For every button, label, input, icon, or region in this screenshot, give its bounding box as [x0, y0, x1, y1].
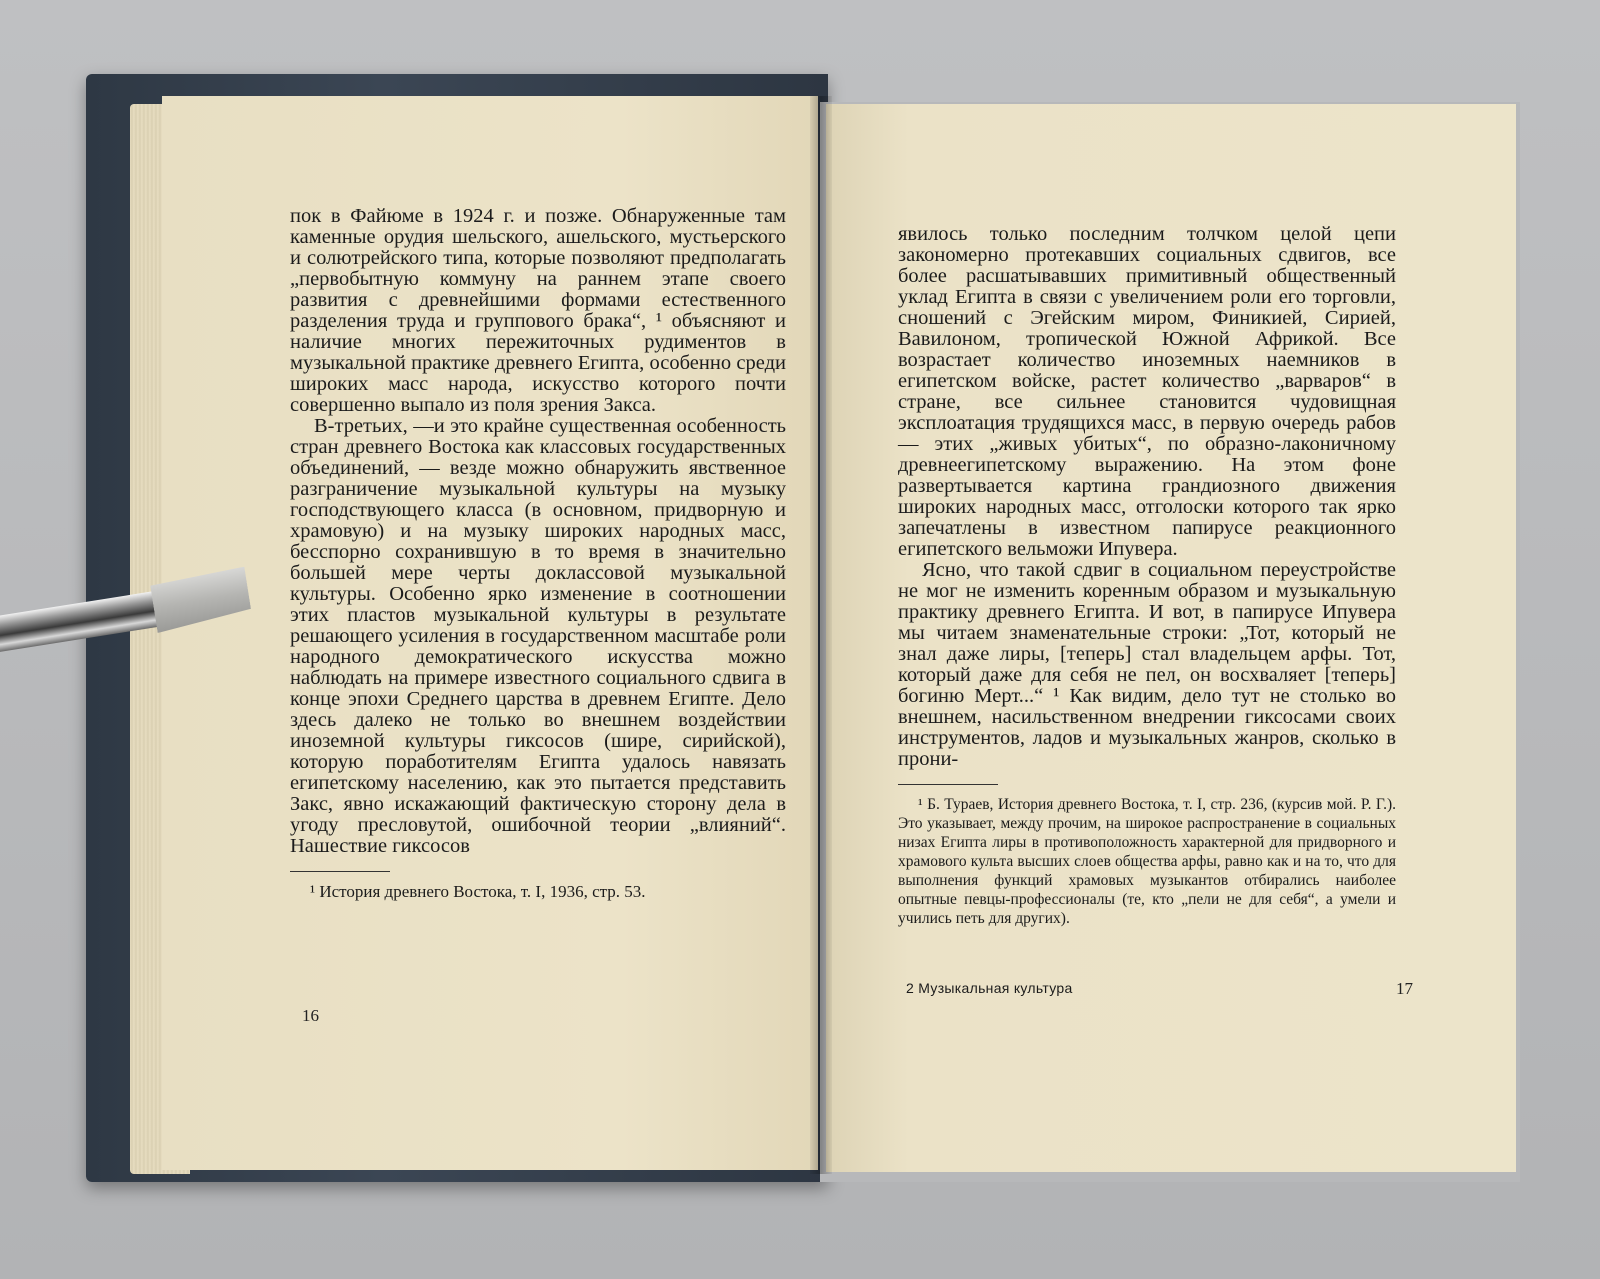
running-footer: 2 Музыкальная культура [906, 980, 1073, 996]
right-paragraph-2: Ясно, что такой сдвиг в социальном переустройстве не мог не изменить коренным образом и музыкальную практику древнего Египта. И вот, в папирусе Ипувера мы читаем знаменательные строки: „Тот, который не знал даже лиры, [теперь] стал владельцем арфы. Тот, который даже для себя не пел, он восхваляет [теперь] богиню Мерт...“ ¹ Как видим, дело тут не столько во внешнем, насильственном внедрении гиксосами своих инструментов, ладов и музыкальных жанров, сколько в прони- [898, 559, 1396, 770]
right-footnote: ¹ Б. Тураев, История древнего Востока, т. I, стр. 236, (курсив мой. Р. Г.). Это указывает, между прочим, на широкое распространение в социальных низах Египта лиры в противоположность характерной для придворного и храмового культа высших слоев общества арфы, равно как и на то, что для выполнения функций храмовых музыкантов отбирались наиболее опытные певцы-профессионалы (те, кто „пели не для себя“, а умели и учились петь для других). [898, 796, 1396, 927]
book-gutter [810, 96, 832, 1174]
left-page-body [290, 206, 786, 857]
left-paragraph-1: пок в Файюме в 1924 г. и позже. Обнаруженные там каменные орудия шельского, ашельского, мустьерского и солютрейского типа, которые позволяют предполагать „первобытную коммуну на раннем этапе своего развития с древнейшими формами естественного разделения труда и группового брака“, ¹ объясняют и наличие многих пережиточных рудиментов в музыкальной практике древнего Египта, особенно среди широких масс народа, искусство которого почти совершенно выпало из поля зрения Закса. [290, 205, 786, 416]
left-page [162, 96, 818, 1170]
right-paragraph-1: явилось только последним толчком целой цепи закономерно протекавших социальных сдвигов, все более расшатывавших примитивный общественный уклад Египта в связи с увеличением роли его торговли, сношений с Эгейским миром, Финикией, Сирией, Вавилоном, тропической Южной Африкой. Все возрастает количество иноземных наемников в египетском войске, растет количество „варваров“ в стране, все сильнее становится чудовищная эксплоатация трудящихся масс, в первую очередь рабов — этих „живых убитых“, по образно-лаконичному древнеегипетскому выражению. На этом фоне развертывается картина грандиозного движения широких народных масс, отголоски которого так ярко запечатлены в известном папирусе реакционного египетского вельможи Ипувера. [898, 223, 1396, 560]
left-page-number: 16 [302, 1006, 319, 1025]
right-page-number: 17 [1396, 979, 1413, 998]
left-footnote: ¹ История древнего Востока, т. I, 1936, стр. 53. [310, 882, 646, 901]
right-footnote-rule [898, 784, 998, 785]
left-paragraph-2: В-третьих, —и это крайне существенная особенность стран древнего Востока как классовых государственных объединений, — везде можно обнаружить явственное разграничение музыкальной культуры на музыку господствующего класса (в основном, придворную и храмовую) и на музыку широких народных масс, бесспорно сохранившую в то время в значительно большей мере черты доклассовой музыкальной культуры. Особенно ярко изменение в соотношении этих пластов музыкальной культуры в результате решающего усиления в государственном масштабе роли народного демократического искусства можно наблюдать на примере известного социального сдвига в конце эпохи Среднего царства в древнем Египте. Дело здесь далеко не только во внешнем воздействии иноземной культуры гиксосов (шире, сирийской), которую поработителям Египта удалось навязать египетскому населению, как это пытается представить Закс, явно искажающий фактическую сторону дела в угоду пресловутой, ошибочной теории „влияний“. Нашествие гиксосов [290, 415, 786, 857]
right-page [826, 104, 1516, 1172]
right-page-body [898, 224, 1396, 770]
left-footnote-rule [290, 871, 390, 872]
